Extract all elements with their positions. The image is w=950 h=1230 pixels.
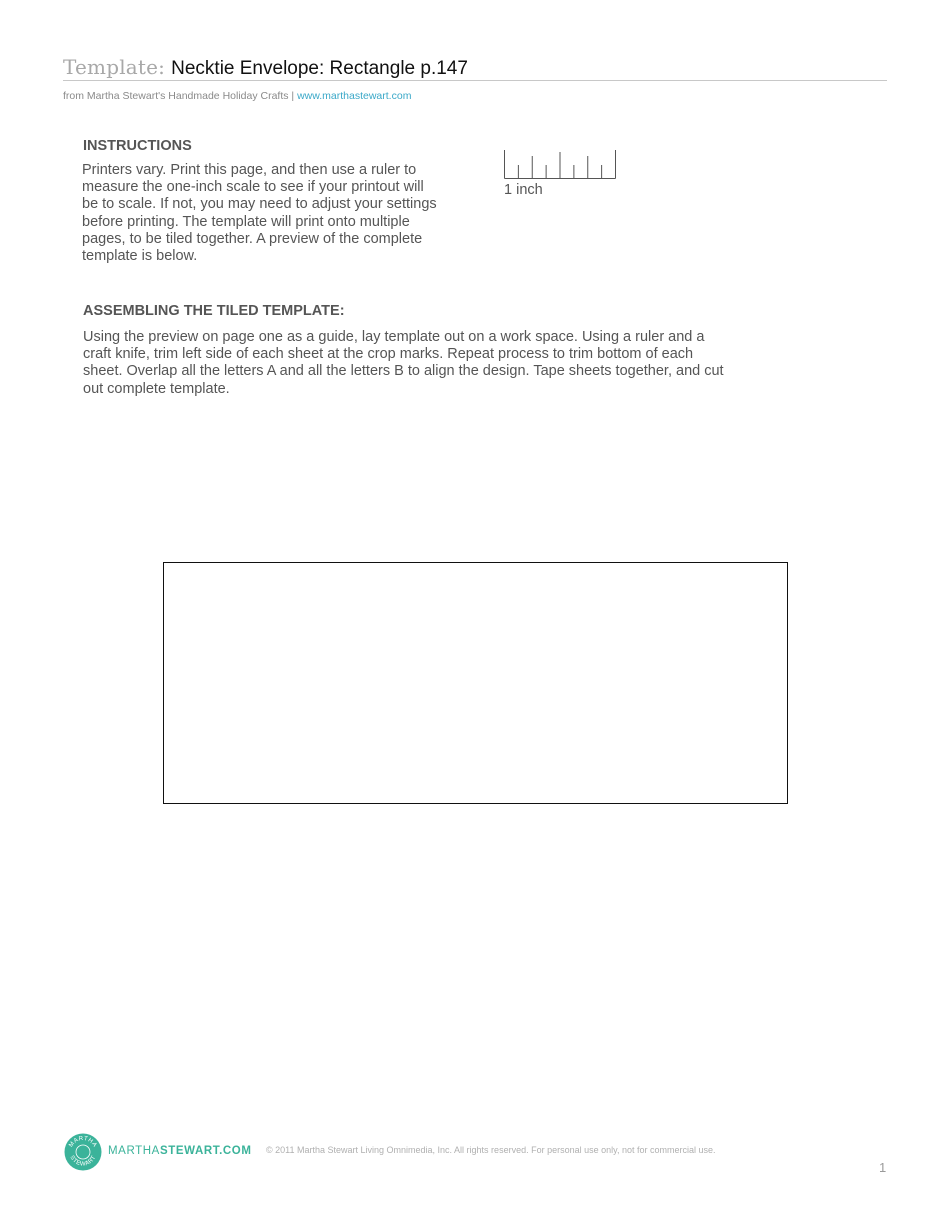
- assembling-line: Using the preview on page one as a guide, lay template out on a work space. Using a ruler and a: [83, 329, 705, 345]
- copyright-notice: © 2011 Martha Stewart Living Omnimedia, Inc. All rights reserved. For personal use only, not for commercial use.: [266, 1145, 716, 1155]
- instructions-line: template is below.: [82, 248, 198, 265]
- brand-part-martha: MARTHA: [108, 1145, 160, 1157]
- brand-part-stewart: STEWART: [159, 1145, 220, 1157]
- instructions-text: [82, 162, 437, 265]
- martha-stewart-seal-logo: [64, 1133, 102, 1171]
- instructions-line: before printing. The template will print onto multiple: [82, 213, 410, 230]
- one-inch-ruler: [504, 150, 616, 179]
- logo-text-bottom: STEWART: [68, 1154, 98, 1168]
- template-preview: [163, 562, 788, 804]
- header-divider: [63, 80, 887, 81]
- logo-text-top: MARTHA: [68, 1135, 98, 1149]
- source-line: [63, 90, 411, 102]
- instructions-heading: INSTRUCTIONS: [83, 138, 192, 154]
- assembling-line: sheet. Overlap all the letters A and all the letters B to align the design. Tape sheets together, and cut: [83, 363, 724, 380]
- brand-wordmark[interactable]: [108, 1145, 252, 1157]
- page-number: 1: [879, 1160, 887, 1175]
- template-name: Necktie Envelope: Rectangle p.147: [171, 58, 468, 79]
- instructions-line: Printers vary. Print this page, and then use a ruler to: [82, 162, 417, 178]
- assembling-line: craft knife, trim left side of each sheet at the crop marks. Repeat process to trim bottom of each: [83, 346, 694, 363]
- instructions-line: measure the one-inch scale to see if your printout will: [82, 179, 424, 196]
- instructions-line: be to scale. If not, you may need to adjust your settings: [82, 196, 437, 213]
- page-title: [63, 55, 468, 80]
- assembling-line: out complete template.: [83, 380, 230, 397]
- brand-part-com: .COM: [219, 1145, 252, 1157]
- assembling-heading: ASSEMBLING THE TILED TEMPLATE:: [83, 303, 345, 319]
- website-link[interactable]: www.marthastewart.com: [297, 90, 412, 102]
- template-label: Template:: [63, 55, 166, 79]
- source-text: from Martha Stewart's Handmade Holiday Crafts |: [63, 90, 298, 102]
- instructions-line: pages, to be tiled together. A preview of the complete: [82, 230, 423, 247]
- ruler-label: 1 inch: [504, 182, 543, 198]
- assembling-text: [83, 329, 724, 398]
